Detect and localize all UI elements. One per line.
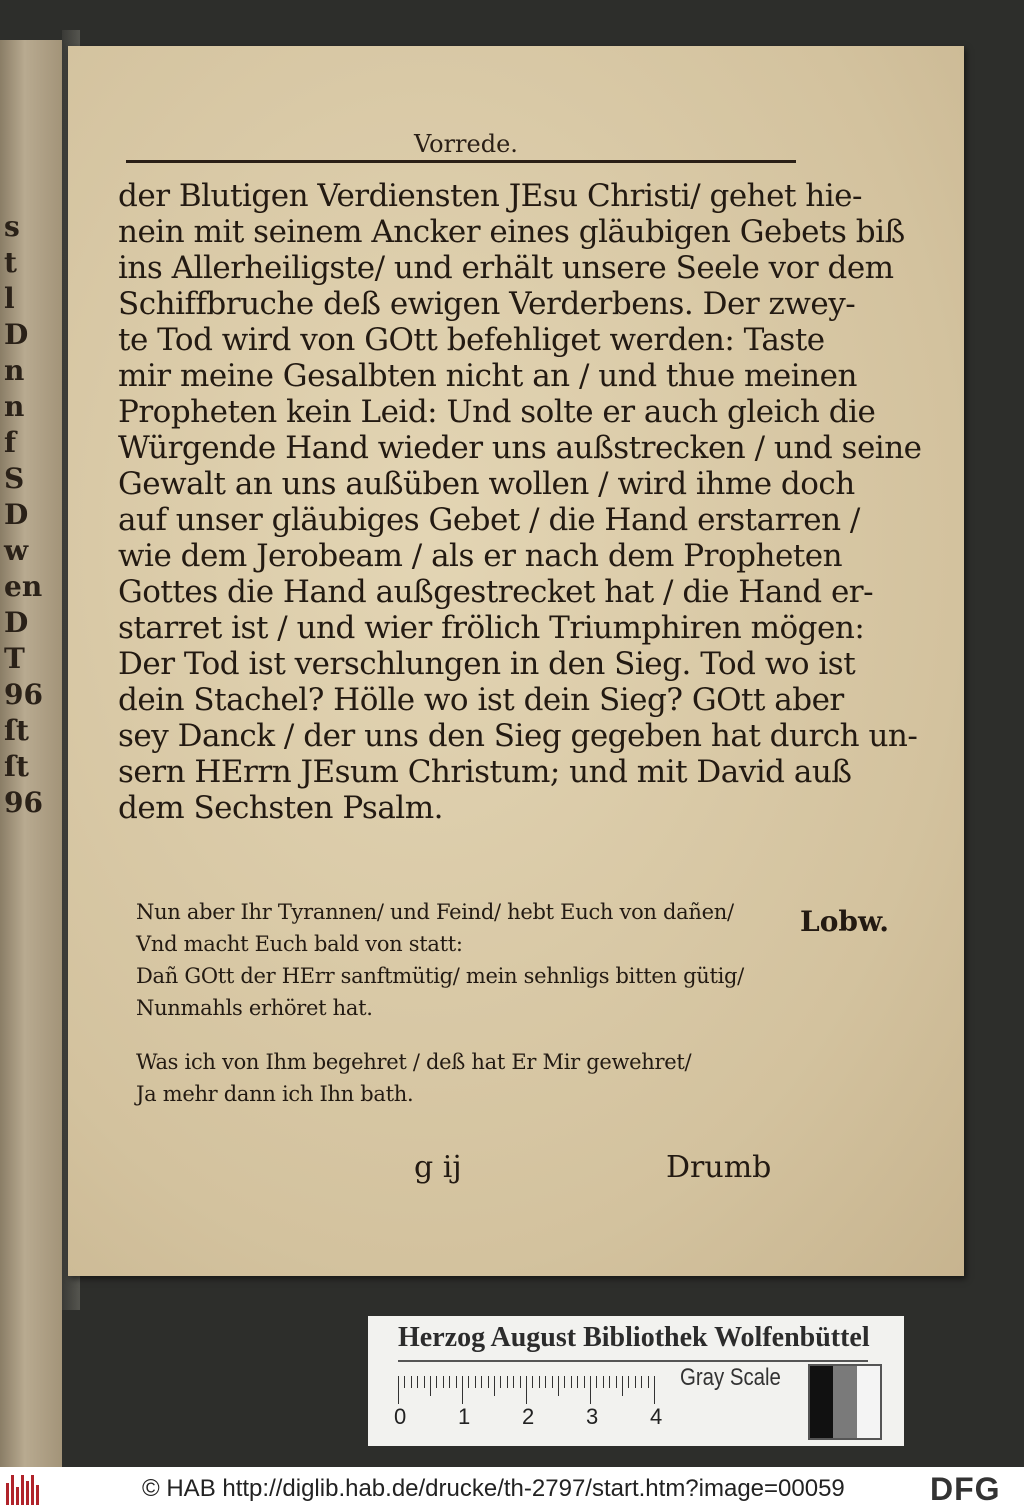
text-line: dein Stachel? Hölle wo ist dein Sieg? GOtt aber xyxy=(118,682,844,718)
text-line: Schiffbruche deß ewigen Verderbens. Der zwey- xyxy=(118,286,856,322)
hab-barcode-icon xyxy=(6,1473,40,1505)
gray-scale-swatches xyxy=(808,1364,882,1440)
library-name: Herzog August Bibliothek Wolfenbüttel xyxy=(398,1322,870,1353)
ruler-tick xyxy=(436,1376,437,1388)
ruler-label: 4 xyxy=(650,1404,663,1429)
ruler-tick xyxy=(443,1376,444,1388)
text-line: ins Allerheiligste/ und erhält unsere Seele vor dem xyxy=(118,250,894,286)
ruler-tick xyxy=(539,1376,540,1388)
ruler-tick xyxy=(404,1376,405,1388)
verse-line: Was ich von Ihm begehret / deß hat Er Mir gewehret/ xyxy=(136,1050,692,1074)
verse-line: Nun aber Ihr Tyrannen/ und Feind/ hebt Euch von dañen/ xyxy=(136,900,734,924)
fragment: n xyxy=(4,390,25,423)
header-rule xyxy=(126,160,796,163)
text-line: sern HErrn JEsum Christum; und mit David auß xyxy=(118,754,852,790)
fragment: D xyxy=(4,318,29,351)
ruler-tick xyxy=(648,1376,649,1388)
ruler-labels xyxy=(392,1404,682,1434)
ruler-label: 2 xyxy=(522,1404,535,1429)
ruler-tick xyxy=(481,1376,482,1388)
fragment: 96 xyxy=(4,786,43,819)
verse-stanza-1 xyxy=(136,896,796,1024)
fragment: t xyxy=(4,246,17,279)
gray-scale-label: Gray Scale xyxy=(680,1364,781,1391)
footer-bar xyxy=(0,1467,1024,1512)
ruler-tick xyxy=(520,1376,521,1388)
ruler-tick xyxy=(488,1376,489,1388)
ruler-tick xyxy=(526,1376,527,1404)
card-divider xyxy=(398,1360,868,1362)
ruler-tick xyxy=(641,1376,642,1388)
text-line: Gottes die Hand außgestrecket hat / die Hand er- xyxy=(118,574,874,610)
facing-page-edge xyxy=(0,40,62,1500)
ruler-tick xyxy=(564,1376,565,1388)
verse-line: Dañ GOtt der HErr sanftmütig/ mein sehnligs bitten gütig/ xyxy=(136,964,744,988)
ruler-tick xyxy=(628,1376,629,1388)
facing-page-fragments xyxy=(4,210,44,822)
ruler-tick xyxy=(462,1376,463,1404)
dfg-logo: DFG xyxy=(930,1471,1001,1507)
text-line: der Blutigen Verdiensten JEsu Christi/ gehet hie- xyxy=(118,178,863,214)
verse-line: Vnd macht Euch bald von statt: xyxy=(136,932,463,956)
ruler-tick xyxy=(513,1376,514,1388)
fragment: f xyxy=(4,426,17,459)
ruler-tick xyxy=(456,1376,457,1388)
ruler-tick xyxy=(411,1376,412,1388)
ruler-tick xyxy=(532,1376,533,1388)
margin-note: Lobw. xyxy=(800,905,889,938)
ruler-tick xyxy=(577,1376,578,1388)
fragment: s xyxy=(4,210,20,243)
text-line: wie dem Jerobeam / als er nach dem Propheten xyxy=(118,538,843,574)
swatch-black xyxy=(810,1366,833,1438)
ruler-tick xyxy=(398,1376,399,1404)
fragment: T xyxy=(4,642,25,675)
text-line: Propheten kein Leid: Und solte er auch gleich die xyxy=(118,394,876,430)
ruler-tick xyxy=(584,1376,585,1388)
ruler-tick xyxy=(417,1376,418,1388)
text-line: Gewalt an uns außüben wollen / wird ihme doch xyxy=(118,466,855,502)
ruler-tick xyxy=(590,1376,591,1404)
ruler-tick xyxy=(424,1376,425,1388)
ruler-tick xyxy=(616,1376,617,1388)
verse-stanza-2 xyxy=(136,1046,796,1110)
catchword: Drumb xyxy=(666,1150,772,1185)
ruler-tick xyxy=(558,1376,559,1396)
text-line: te Tod wird von GOtt befehliget werden: Taste xyxy=(118,322,825,358)
fragment: ſt xyxy=(4,714,29,747)
text-line: Würgende Hand wieder uns außstrecken / und seine xyxy=(118,430,922,466)
verse-line: Nunmahls erhöret hat. xyxy=(136,996,373,1020)
fragment: D xyxy=(4,606,29,639)
ruler-tick xyxy=(475,1376,476,1388)
ruler-tick xyxy=(545,1376,546,1388)
fragment: en xyxy=(4,570,43,603)
fragment: 96 xyxy=(4,678,43,711)
ruler-label: 1 xyxy=(458,1404,471,1429)
ruler-tick xyxy=(430,1376,431,1396)
swatch-white xyxy=(857,1366,880,1438)
signature-mark: g ij xyxy=(414,1150,462,1185)
cm-ruler xyxy=(398,1376,666,1406)
text-line: auf unser gläubiges Gebet / die Hand erstarren / xyxy=(118,502,860,538)
ruler-tick xyxy=(494,1376,495,1396)
text-line: starret ist / und wier frölich Triumphiren mögen: xyxy=(118,610,865,646)
swatch-gray xyxy=(833,1366,856,1438)
text-line: dem Sechsten Psalm. xyxy=(118,790,443,826)
text-line: Der Tod ist verschlungen in den Sieg. Tod wo ist xyxy=(118,646,856,682)
fragment: n xyxy=(4,354,25,387)
fragment: w xyxy=(4,534,29,567)
ruler-tick xyxy=(603,1376,604,1388)
fragment: l xyxy=(4,282,15,315)
text-line: nein mit seinem Ancker eines gläubigen Gebets biß xyxy=(118,214,905,250)
verse-line: Ja mehr dann ich Ihn bath. xyxy=(136,1082,414,1106)
copyright-url[interactable]: © HAB http://diglib.hab.de/drucke/th-2797/start.htm?image=00059 xyxy=(142,1475,845,1502)
ruler-tick xyxy=(449,1376,450,1388)
ruler-tick xyxy=(596,1376,597,1388)
ruler-tick xyxy=(507,1376,508,1388)
fragment: S xyxy=(4,462,25,495)
ruler-tick xyxy=(552,1376,553,1388)
ruler-tick xyxy=(622,1376,623,1396)
ruler-tick xyxy=(654,1376,655,1404)
ruler-label: 3 xyxy=(586,1404,599,1429)
ruler-tick xyxy=(609,1376,610,1388)
ruler-tick xyxy=(468,1376,469,1388)
ruler-tick xyxy=(635,1376,636,1388)
ruler-tick xyxy=(571,1376,572,1388)
text-line: sey Danck / der uns den Sieg gegeben hat durch un- xyxy=(118,718,918,754)
body-text xyxy=(118,178,922,826)
fragment: D xyxy=(4,498,29,531)
running-head: Vorrede. xyxy=(414,130,518,158)
ruler-tick xyxy=(500,1376,501,1388)
color-card xyxy=(368,1316,904,1446)
fragment: ſt xyxy=(4,750,29,783)
ruler-label: 0 xyxy=(394,1404,407,1429)
text-line: mir meine Gesalbten nicht an / und thue meinen xyxy=(118,358,857,394)
